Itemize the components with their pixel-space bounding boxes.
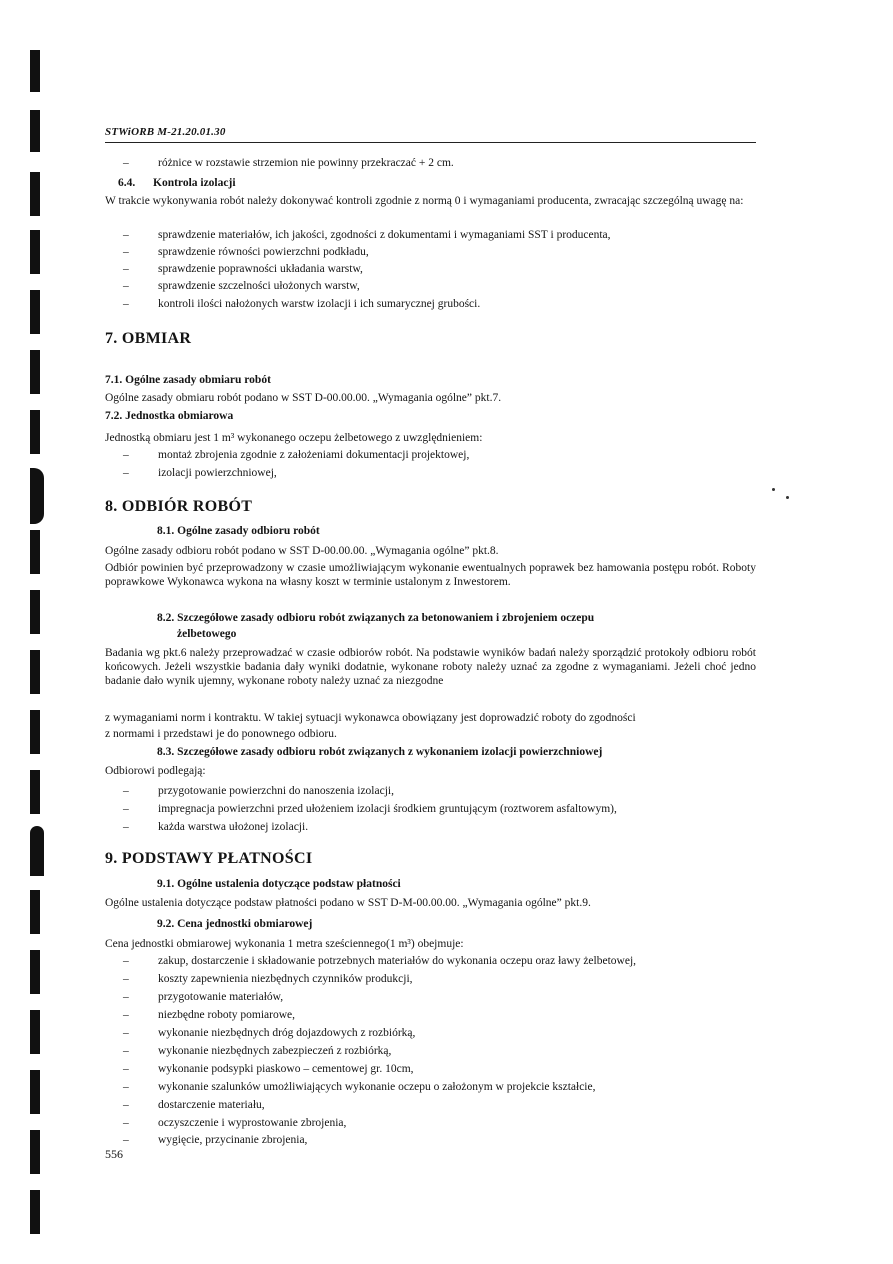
list-item-text: zakup, dostarczenie i składowanie potrzebnych materiałów do wykonania oczepu oraz ławy żelbetowej, (158, 955, 637, 967)
list-item-text: impregnacja powierzchni przed ułożeniem izolacji środkiem gruntującym (roztworem asfaltowym), (158, 803, 617, 815)
section-heading-7-2: 7.2. Jednostka obmiarowa (105, 410, 234, 422)
list-item-text: różnice w rozstawie strzemion nie powinny przekraczać + 2 cm. (158, 157, 454, 169)
binding-mark (30, 290, 40, 334)
section-number: 6.4. (118, 177, 136, 189)
binding-mark (30, 950, 40, 994)
list-item-text: przygotowanie powierzchni do nanoszenia izolacji, (158, 785, 394, 797)
list-item-text: koszty zapewnienia niezbędnych czynników produkcji, (158, 973, 413, 985)
paragraph: z wymaganiami norm i kontraktu. W takiej sytuacji wykonawca obowiązany jest doprowadzić roboty do zgodności (105, 712, 636, 724)
binding-mark (30, 172, 40, 216)
list-item-text: wykonanie podsypki piaskowo – cementowej gr. 10cm, (158, 1063, 414, 1075)
list-item-text: przygotowanie materiałów, (158, 991, 284, 1003)
binding-mark (30, 710, 40, 754)
list-dash: – (123, 1027, 129, 1039)
binding-mark (30, 1130, 40, 1174)
paragraph: Ogólne zasady odbioru robót podano w SST D-00.00.00. „Wymagania ogólne” pkt.8. (105, 545, 499, 557)
binding-mark (30, 1190, 40, 1234)
list-item-text: oczyszczenie i wyprostowanie zbrojenia, (158, 1117, 347, 1129)
list-item-text: izolacji powierzchniowej, (158, 467, 277, 479)
header-rule (105, 142, 756, 143)
section-heading-8-2: 8.2. Szczegółowe zasady odbioru robót związanych za betonowaniem i zbrojeniem oczepu (157, 612, 595, 624)
binding-mark (30, 50, 40, 92)
list-dash: – (123, 785, 129, 797)
binding-mark (30, 826, 44, 876)
binding-mark (30, 350, 40, 394)
section-title: Kontrola izolacji (153, 177, 236, 189)
paragraph: Cena jednostki obmiarowej wykonania 1 metra sześciennego(1 m³) obejmuje: (105, 938, 464, 950)
paragraph: Ogólne zasady obmiaru robót podano w SST D-00.00.00. „Wymagania ogólne” pkt.7. (105, 392, 502, 404)
list-item-text: kontroli ilości nałożonych warstw izolacji i ich sumarycznej grubości. (158, 298, 481, 310)
list-dash: – (123, 803, 129, 815)
paragraph: Odbiór powinien być przeprowadzony w czasie umożliwiającym wykonanie ewentualnych poprawek bez hamowania postępu robót. Roboty poprawkowe Wykonawca wykona na własny koszt w terminie ustalonym z Inwestorem. (105, 562, 756, 588)
chapter-heading-8: 8. ODBIÓR ROBÓT (105, 498, 253, 515)
list-dash: – (123, 991, 129, 1003)
binding-mark (30, 468, 44, 524)
list-item-text: każda warstwa ułożonej izolacji. (158, 821, 309, 833)
list-item-text: wykonanie niezbędnych zabezpieczeń z rozbiórką, (158, 1045, 392, 1057)
paragraph: z normami i przedstawi je do ponownego odbioru. (105, 728, 337, 740)
list-item-text: montaż zbrojenia zgodnie z założeniami dokumentacji projektowej, (158, 449, 470, 461)
list-dash: – (123, 1134, 129, 1146)
chapter-heading-7: 7. OBMIAR (105, 330, 192, 347)
list-dash: – (123, 1099, 129, 1111)
list-dash: – (123, 1081, 129, 1093)
section-heading-8-3: 8.3. Szczegółowe zasady odbioru robót związanych z wykonaniem izolacji powierzchniowej (157, 746, 603, 758)
list-dash: – (123, 821, 129, 833)
paragraph: Ogólne ustalenia dotyczące podstaw płatności podano w SST D-M-00.00.00. „Wymagania ogólne” pkt.9. (105, 897, 591, 909)
list-dash: – (123, 449, 129, 461)
list-item-text: dostarczenie materiału, (158, 1099, 265, 1111)
binding-mark (30, 1010, 40, 1054)
list-item-text: niezbędne roboty pomiarowe, (158, 1009, 295, 1021)
binding-mark (30, 230, 40, 274)
list-dash: – (123, 955, 129, 967)
list-item-text: wykonanie szalunków umożliwiających wykonanie oczepu o założonym w projekcie kształcie, (158, 1081, 596, 1093)
binding-mark (30, 650, 40, 694)
list-item-text: sprawdzenie równości powierzchni podkładu, (158, 246, 369, 258)
list-dash: – (123, 1117, 129, 1129)
list-dash: – (123, 298, 129, 310)
list-dash: – (123, 973, 129, 985)
list-dash: – (123, 467, 129, 479)
page-number: 556 (105, 1147, 123, 1161)
running-header: STWiORB M-21.20.01.30 (105, 126, 226, 138)
binding-mark (30, 110, 40, 152)
list-dash: – (123, 1009, 129, 1021)
section-heading-9-1: 9.1. Ogólne ustalenia dotyczące podstaw płatności (157, 878, 401, 890)
list-item-text: wykonanie niezbędnych dróg dojazdowych z rozbiórką, (158, 1027, 416, 1039)
paragraph: Odbiorowi podlegają: (105, 765, 206, 777)
list-dash: – (123, 1063, 129, 1075)
scan-speck (772, 488, 775, 491)
list-dash: – (123, 1045, 129, 1057)
binding-mark (30, 1070, 40, 1114)
section-heading-8-1: 8.1. Ogólne zasady odbioru robót (157, 525, 320, 537)
list-dash: – (123, 229, 129, 241)
list-item-text: sprawdzenie poprawności układania warstw, (158, 263, 363, 275)
paragraph: Jednostką obmiaru jest 1 m³ wykonanego oczepu żelbetowego z uwzględnieniem: (105, 432, 483, 444)
list-dash: – (123, 157, 129, 169)
paragraph: Badania wg pkt.6 należy przeprowadzać w czasie odbiorów robót. Na podstawie wyników badań należy sporządzić protokoły odbioru robót końcowych. Jeżeli wszystkie badania dały wyniki dodatnie, wykonane roboty należy uznać za zgodne z wymaganiami. Jeżeli choć jedno badanie dało wynik ujemny, wykonane roboty należy uznać za niezgodne (105, 647, 756, 687)
section-heading-8-2-cont: żelbetowego (177, 628, 237, 640)
binding-mark (30, 410, 40, 454)
list-dash: – (123, 280, 129, 292)
list-item-text: sprawdzenie szczelności ułożonych warstw, (158, 280, 360, 292)
list-dash: – (123, 246, 129, 258)
list-dash: – (123, 263, 129, 275)
binding-mark (30, 890, 40, 934)
section-heading-7-1: 7.1. Ogólne zasady obmiaru robót (105, 374, 271, 386)
binding-mark (30, 770, 40, 814)
binding-mark (30, 590, 40, 634)
section-heading-9-2: 9.2. Cena jednostki obmiarowej (157, 918, 313, 930)
list-item-text: sprawdzenie materiałów, ich jakości, zgodności z dokumentami i wymaganiami SST i producenta, (158, 229, 611, 241)
list-item-text: wygięcie, przycinanie zbrojenia, (158, 1134, 308, 1146)
scan-speck (786, 496, 789, 499)
paragraph: W trakcie wykonywania robót należy dokonywać kontroli zgodnie z normą 0 i wymaganiami producenta, zwracając szczególną uwagę na: (105, 195, 744, 207)
chapter-heading-9: 9. PODSTAWY PŁATNOŚCI (105, 850, 313, 867)
binding-mark (30, 530, 40, 574)
